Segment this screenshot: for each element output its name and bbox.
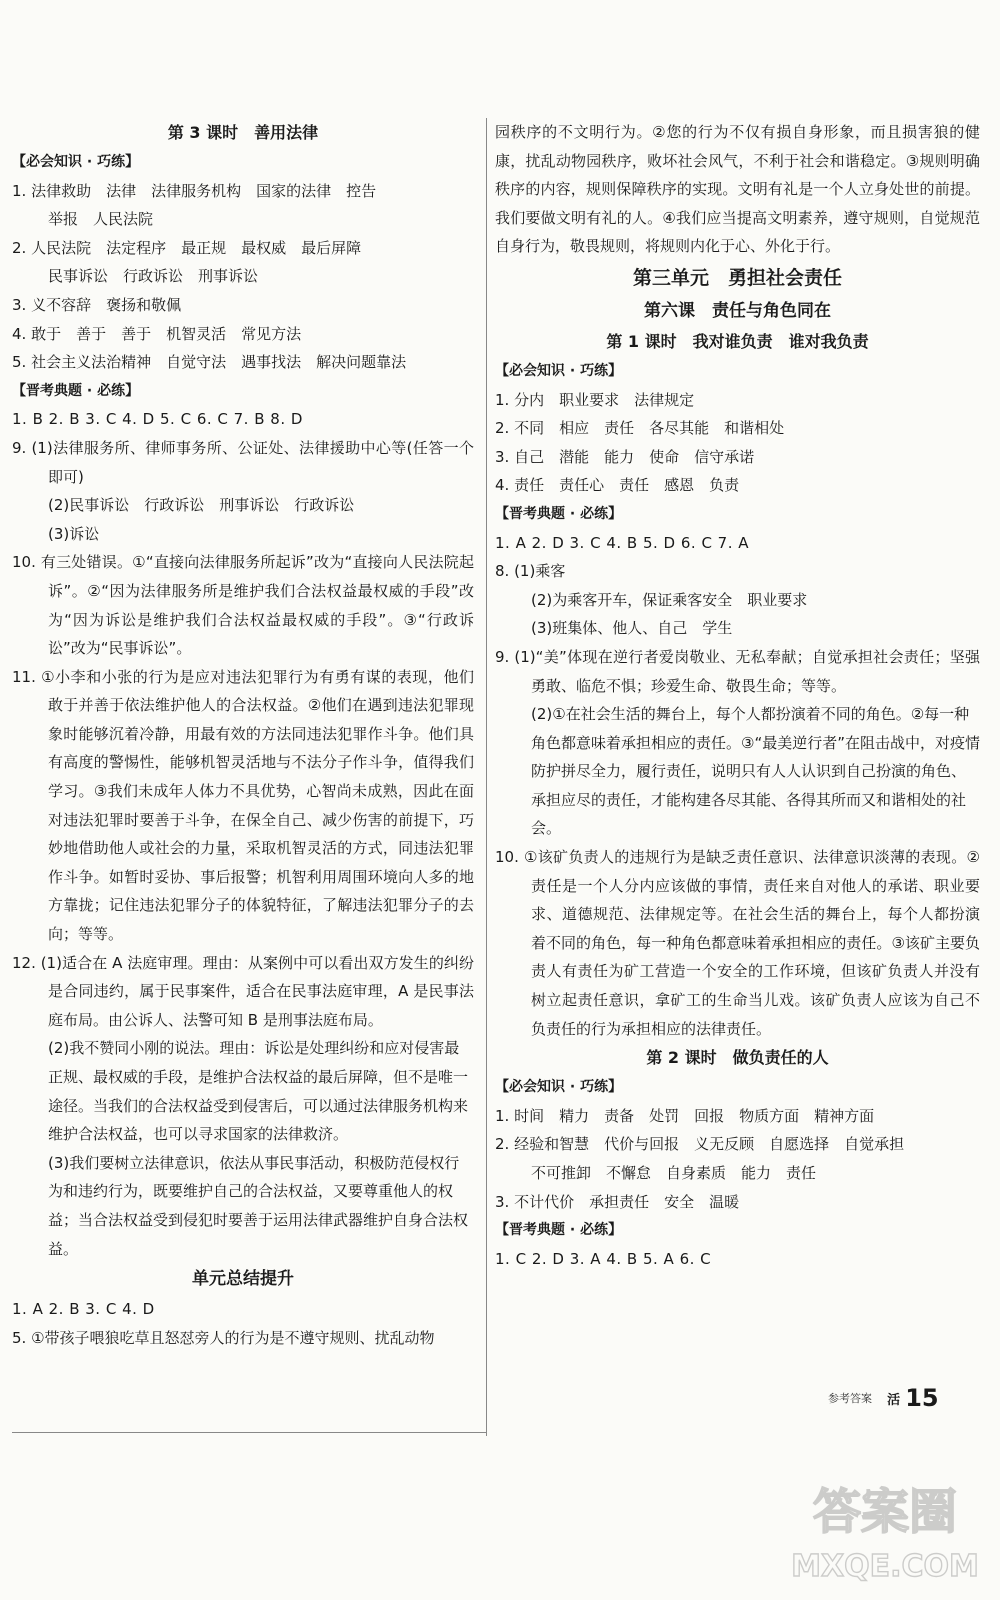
answer-9-3: (3)诉讼: [48, 524, 100, 543]
section-must-know-3: 【必会知识 · 巧练】: [495, 1079, 623, 1096]
period-2-title: 第 2 课时 做负责任的人: [646, 1048, 829, 1068]
lesson-6-title: 第六课 责任与角色同在: [644, 300, 831, 321]
answer-12-3: (3)我们要树立法律意识，依法从事民事活动，积极防范侵权行为和违约行为，既要维护自己的合法权益，又要尊重他人的权益；当合法权益受到侵犯时要善于运用法律武器维护自身合法权益。: [48, 1153, 469, 1258]
r-answer-9-2: (2)①在社会生活的舞台上，每个人都扮演着不同的角色。②每一种角色都意味着承担相应的责任。③“最美逆行者”在阻击战中，对疫情防护拼尽全力，履行责任，说明只有人人认识到自己扮演的角色、承担应尽的责任，才能构建各尽其能、各得其所而又和谐相处的社会。: [531, 705, 980, 838]
know-item-4: 4. 敢于 善于 善于 机智灵活 常见方法: [12, 324, 302, 343]
section-exam-3: 【晋考典题 · 必练】: [495, 1222, 623, 1239]
page-number: 15: [905, 1384, 939, 1412]
r-answer-10: 10. ①该矿负责人的违规行为是缺乏责任意识、法律意识淡薄的表现。②责任是一个人分内应该做的事情，责任来自对他人的承诺、职业要求、道德规范、法律规定等。在社会生活的舞台上，每个人都扮演着不同的角色，每一种角色都意味着承担相应的责任。③该矿主要负责人有责任为矿工营造一个安全的工作环境，但该矿负责人并没有树立起责任意识，拿矿工的生命当儿戏。该矿负责人应该为自己不负责任的行为承担相应的法律责任。: [495, 848, 980, 1038]
section-must-know: 【必会知识 · 巧练】: [12, 154, 140, 170]
know-item-1: 1. 法律救助 法律 法律服务机构 国家的法律 控告: [12, 181, 377, 200]
period-1-title: 第 1 课时 我对谁负责 谁对我负责: [606, 331, 869, 351]
answer-9-2: (2)民事诉讼 行政诉讼 刑事诉讼 行政诉讼: [48, 496, 355, 515]
p-know-item-1: 1. 时间 精力 责备 处罚 回报 物质方面 精神方面: [495, 1106, 875, 1125]
summary-choice-answers: 1. A 2. B 3. C 4. D: [12, 1300, 155, 1319]
answer-9: 9. (1)法律服务所、律师事务所、公证处、法律援助中心等(任答一个即可): [12, 438, 474, 486]
p-choice-answers: 1. C 2. D 3. A 4. B 5. A 6. C: [495, 1249, 712, 1268]
r-answer-8-3: (3)班集体、他人、自己 学生: [531, 619, 733, 638]
section-exam: 【晋考典题 · 必练】: [12, 382, 140, 399]
summary-answer-5: 5. ①带孩子喂狼吃草且怒怼旁人的行为是不遵守规则、扰乱动物: [12, 1328, 435, 1347]
r-know-item-4: 4. 责任 责任心 责任 感恩 负责: [495, 476, 740, 495]
choice-answers: 1. B 2. B 3. C 4. D 5. C 6. C 7. B 8. D: [12, 410, 303, 429]
unit-summary-title: 单元总结提升: [192, 1269, 294, 1290]
answer-10: 10. 有三处错误。①“直接向法律服务所起诉”改为“直接向人民法院起诉”。②“因为法律服务所是维护我们合法权益最权威的手段”改为“因为诉讼是维护我们合法权益最权威的手段”。③“行政诉讼”改为“民事诉讼”。: [12, 553, 474, 658]
p-know-item-2: 2. 经验和智慧 代价与回报 义无反顾 自愿选择 自觉承担: [495, 1135, 905, 1154]
footer-word: 活: [887, 1392, 901, 1408]
know-item-5: 5. 社会主义法治精神 自觉守法 遇事找法 解决问题靠法: [12, 353, 407, 372]
bottom-rule: [12, 1432, 486, 1433]
answer-12-1: 12. (1)适合在 A 法庭审理。理由：从案例中可以看出双方发生的纠纷是合同违约，属于民事案件，适合在民事法庭审理，A 是民事法庭布局。由公诉人、法警可知 B 是刑事法庭布局。: [12, 953, 474, 1029]
know-item-1-cont: 举报 人民法院: [48, 210, 154, 229]
answer-12-2: (2)我不赞同小刚的说法。理由：诉讼是处理纠纷和应对侵害最正规、最权威的手段，是维护合法权益的最后屏障，但不是唯一途径。当我们的合法权益受到侵害后，可以通过法律服务机构来维护合法权益，也可以寻求国家的法律救济。: [48, 1039, 469, 1144]
watermark-text-url: MXQE.COM: [791, 1549, 979, 1584]
lesson-3-title: 第 3 课时 善用法律: [167, 123, 319, 142]
r-know-item-2: 2. 不同 相应 责任 各尽其能 和谐相处: [495, 419, 785, 438]
unit-3-title: 第三单元 勇担社会责任: [632, 266, 842, 289]
r-answer-9-1: 9. (1)“美”体现在逆行者爱岗敬业、无私奉献；自觉承担社会责任；坚强勇敢、临危不惧；珍爱生命、敬畏生命；等等。: [495, 647, 980, 695]
watermark-logo: [780, 1468, 990, 1588]
p-know-item-2-cont: 不可推卸 不懈怠 自身素质 能力 责任: [531, 1164, 817, 1182]
footer-ref-label: 参考答案: [828, 1392, 872, 1405]
summary-answer-5-cont: 园秩序的不文明行为。②您的行为不仅有损自身形象，而且损害狼的健康，扰乱动物园秩序，败坏社会风气，不利于社会和谐稳定。③规则明确秩序的内容，规则保障秩序的实现。文明有礼是一个人立身处世的前提。我们要做文明有礼的人。④我们应当提高文明素养，遵守规则，自觉规范自身行为，敬畏规则，将规则内化于心、外化于行。: [495, 123, 980, 256]
page-footer: [828, 1384, 939, 1418]
know-item-2-cont: 民事诉讼 行政诉讼 刑事诉讼: [48, 267, 259, 286]
r-answer-8-2: (2)为乘客开车，保证乘客安全 职业要求: [531, 590, 808, 609]
column-divider: [486, 118, 487, 1436]
right-column: [495, 118, 980, 1273]
section-exam-2: 【晋考典题 · 必练】: [495, 505, 623, 522]
r-answer-8-1: 8. (1)乘客: [495, 562, 566, 581]
know-item-3: 3. 义不容辞 褒扬和敬佩: [12, 295, 182, 314]
watermark-text-cn: 答案圈: [812, 1484, 958, 1540]
section-must-know-2: 【必会知识 · 巧练】: [495, 362, 623, 379]
answer-11: 11. ①小李和小张的行为是应对违法犯罪行为有勇有谋的表现，他们敢于并善于依法维护他人的合法权益。②他们在遇到违法犯罪现象时能够沉着冷静，用最有效的方法同违法犯罪作斗争。他们具有高度的警惕性，能够机智灵活地与不法分子作斗争，值得我们学习。③我们未成年人体力不具优势，心智尚未成熟，因此在面对违法犯罪时要善于斗争，在保全自己、减少伤害的前提下，巧妙地借助他人或社会的力量，采取机智灵活的方式，同违法犯罪作斗争。如暂时妥协、事后报警；机智利用周围环境向人多的地方靠拢；记住违法犯罪分子的体貌特征，了解违法犯罪分子的去向；等等。: [12, 667, 474, 944]
left-column: [12, 118, 474, 1352]
r-know-item-1: 1. 分内 职业要求 法律规定: [495, 390, 695, 409]
r-choice-answers: 1. A 2. D 3. C 4. B 5. D 6. C 7. A: [495, 533, 750, 552]
r-know-item-3: 3. 自己 潜能 能力 使命 信守承诺: [495, 447, 755, 466]
p-know-item-3: 3. 不计代价 承担责任 安全 温暖: [495, 1192, 740, 1211]
know-item-2: 2. 人民法院 法定程序 最正规 最权威 最后屏障: [12, 238, 362, 257]
